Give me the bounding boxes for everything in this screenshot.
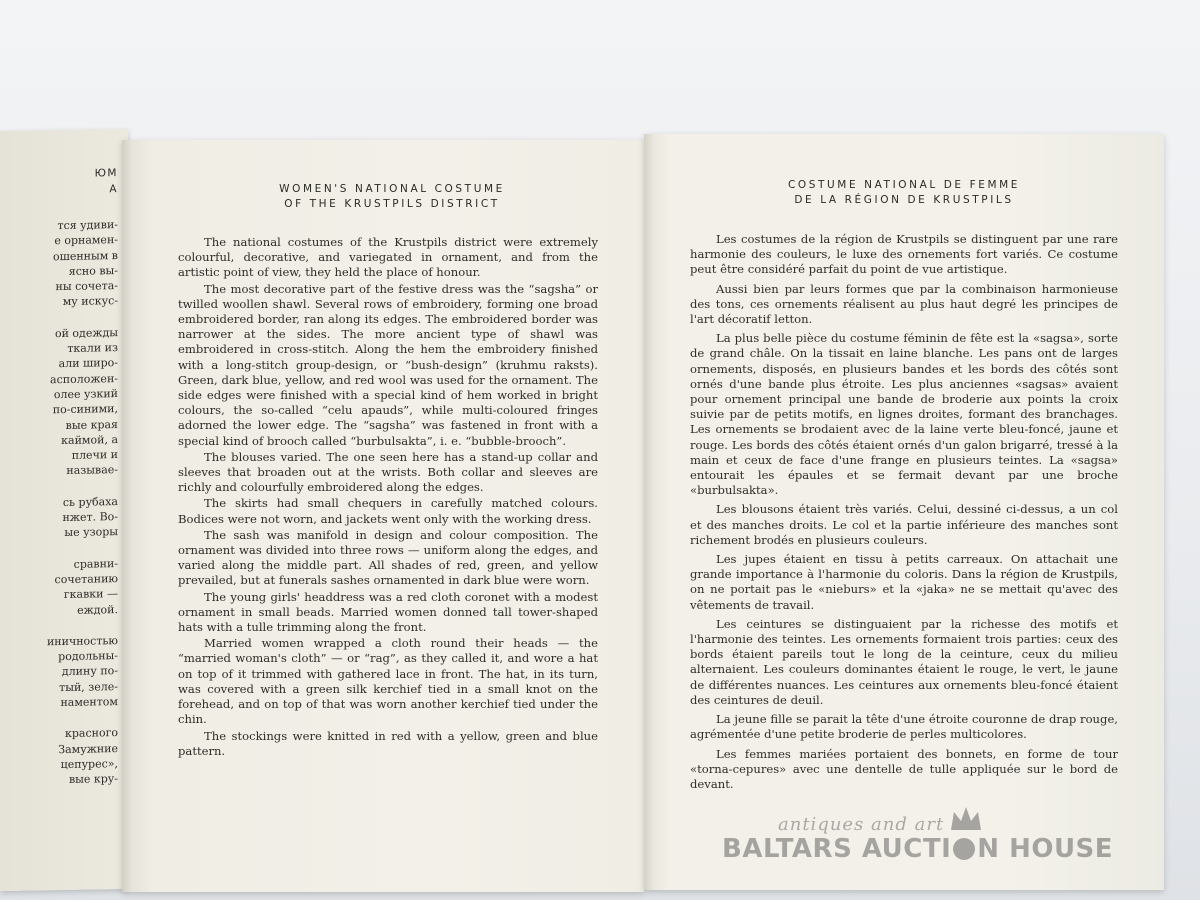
english-paragraph: The young girls' headdress was a red cloth coronet with a modest ornament in small beads. Married women donned tall tower-shaped hats with a tulle trimming along the front. bbox=[178, 589, 598, 635]
french-text bbox=[690, 232, 1118, 796]
english-paragraph: The skirts had small chequers in carefully matched colours. Bodices were not worn, and jackets went only with the working dress. bbox=[178, 496, 598, 526]
russian-line: ткали из bbox=[67, 341, 118, 356]
french-paragraph: Les ceintures se distinguaient par la richesse des motifs et l'harmonie des teintes. Les ornements formaient trois parties: ceux des bords étaient pareils tout le long de la ceinture, ceux du milieu alternaient. Les couleurs dominantes étaient le rouge, le vert, le jaune de différentes nuances. Les ceintures aux ornements bleu-foncé étaient des ceintures de deuil. bbox=[690, 616, 1118, 707]
russian-line: асположен- bbox=[50, 371, 118, 386]
russian-title-line-2: А bbox=[109, 183, 118, 196]
english-paragraph: The blouses varied. The one seen here has a stand-up collar and sleeves that broaden out at the wrists. Both collar and sleeves are richly and colourfully embroidered along the edges. bbox=[178, 449, 598, 495]
russian-line: сравни- bbox=[73, 556, 118, 571]
english-title bbox=[182, 182, 602, 212]
english-paragraph: The national costumes of the Krustpils district were extremely colourful, decorative, and variegated in ornament, and from the artistic point of view, they held the place of honour. bbox=[178, 235, 598, 280]
french-title-line-1: COSTUME NATIONAL DE FEMME bbox=[787, 179, 1021, 191]
english-title-line-1: WOMEN'S NATIONAL COSTUME bbox=[279, 183, 505, 195]
russian-line: тся удиви- bbox=[57, 218, 118, 233]
russian-line: ошенным в bbox=[52, 248, 118, 263]
watermark-brand bbox=[722, 834, 1113, 864]
russian-line: олее узкий bbox=[53, 387, 118, 402]
french-paragraph: Les costumes de la région de Krustpils se distinguent par une rare harmonie des couleurs, le luxe des ornements fort variés. Ce costume peut être considéré parfait du point de vue artistique. bbox=[690, 232, 1118, 277]
english-page bbox=[122, 140, 644, 892]
crown-icon bbox=[948, 804, 984, 834]
russian-line: му искус- bbox=[62, 294, 118, 309]
english-paragraph: The sash was manifold in design and colour composition. The ornament was divided into three rows — uniform along the edges, and varied along the middle part. All shades of red, green, and yellow prevailed, but at funerals sashes ornamented in dark blue were worn. bbox=[178, 527, 598, 588]
russian-line: по-синими, bbox=[52, 402, 118, 417]
fold-shadow bbox=[644, 134, 654, 890]
russian-line: ой одежды bbox=[54, 325, 118, 340]
russian-line: еждой. bbox=[77, 602, 118, 617]
russian-line: каймой, а bbox=[61, 432, 118, 447]
russian-line: иничностью bbox=[46, 633, 118, 649]
russian-line: сь рубаха bbox=[62, 494, 118, 509]
russian-line: цепурес», bbox=[60, 756, 118, 771]
english-title-line-2: OF THE KRUSTPILS DISTRICT bbox=[284, 198, 500, 210]
russian-line: плечи и bbox=[71, 448, 118, 463]
russian-title-line-1: ЮМ bbox=[94, 167, 118, 180]
english-paragraph: Married women wrapped a cloth round their heads — the “married woman's cloth” — or “rag”, as they called it, and wore a hat on top of it trimmed with gathered lace in front. The hat, in its turn, was covered with a green silk kerchief tied in a small knot on the forehead, and on top of that was worn another kerchief tied under the chin. bbox=[178, 636, 598, 727]
french-paragraph: Les femmes mariées portaient des bonnets, en forme de tour «torna-cepures» avec une dentelle de tulle appliquée sur le bord de devant. bbox=[690, 746, 1118, 791]
watermark-brand-right: N HOUSE bbox=[977, 834, 1114, 864]
russian-page bbox=[0, 129, 128, 891]
russian-line: вые края bbox=[65, 417, 118, 432]
auction-house-watermark bbox=[720, 812, 1120, 872]
russian-line: сочетанию bbox=[54, 571, 118, 587]
russian-line: длину по- bbox=[61, 664, 118, 679]
russian-line: ясно вы- bbox=[68, 263, 118, 278]
english-text bbox=[178, 235, 598, 760]
russian-text bbox=[0, 217, 118, 789]
russian-line: родольны- bbox=[58, 649, 118, 664]
french-page bbox=[644, 134, 1164, 890]
watermark-o-mark bbox=[953, 838, 975, 860]
french-paragraph: Les blousons étaient très variés. Celui, dessiné ci-dessus, a un col et des manches droits. Le col et la partie inférieure des manches sont richement brodés en plusieurs couleurs. bbox=[690, 502, 1118, 547]
russian-line: Замужние bbox=[58, 741, 118, 756]
fold-shadow bbox=[122, 140, 132, 892]
russian-line: гкавки — bbox=[63, 587, 118, 602]
french-title-line-2: DE LA RÉGION DE KRUSTPILS bbox=[794, 194, 1014, 206]
watermark-brand-left: BALTARS AUCTI bbox=[722, 834, 952, 864]
russian-line: нжет. Во- bbox=[62, 510, 118, 525]
russian-line: наментом bbox=[60, 695, 118, 710]
french-title bbox=[694, 178, 1114, 208]
english-paragraph: The most decorative part of the festive dress was the “sagsha” or twilled woollen shawl. Several rows of embroidery, forming one broad embroidered border, ran along its edges. The embroidered border was narrower at the sides. The more ancient type of shawl was embroidered in cross-stitch. Along the hem the embroidery finished with a long-stitch group-design, or “bush-design” (kruhmu raksts). Green, dark blue, yellow, and red wool was used for the ornament. The side edges were finished with a special kind of hem worked in bright colours, the so-called “celu apauds”, while multi-coloured fringes adorned the lower edge. The “sagsha” was fastened in front with a special kind of brooch called “burbulsakta”, i. e. “bubble-brooch”. bbox=[178, 281, 598, 448]
watermark-subtitle: antiques and art bbox=[778, 814, 945, 835]
english-paragraph: The stockings were knitted in red with a yellow, green and blue pattern. bbox=[178, 728, 598, 758]
french-paragraph: La plus belle pièce du costume féminin de fête est la «sagsa», sorte de grand châle. On la tissait en laine blanche. Les pans ont de larges ornements, disposés, en plusieurs bandes et les bords des côtés sont ornés d'une bande plus étroite. Les plus anciennes «sagsas» avaient pour ornement principal une bande de broderie aux points la croix suivie par de petits motifs, en lignes droites, formant des branchages. Les ornements se brodaient avec de la laine verte bleu-foncé, jaune et rouge. Les bords des côtés étaient ornés d'un galon brigarré, tressé à la main et ceux de face d'une frange en plusieurs teintes. La «sagsa» entourait les épaules et se fermait devant par une broche «burbulsakta». bbox=[690, 331, 1118, 498]
russian-line: ые узоры bbox=[64, 525, 118, 540]
russian-line: тый, зеле- bbox=[59, 679, 118, 694]
french-paragraph: Les jupes étaient en tissu à petits carreaux. On attachait une grande importance à l'harmonie du coloris. Dans la région de Krustpils, on ne portait pas le «nieburs» et la «jaka» ne se mettait qu'avec des vêtements de travail. bbox=[690, 552, 1118, 612]
russian-line: ны сочета- bbox=[55, 279, 118, 294]
russian-line: вые кру- bbox=[68, 772, 118, 787]
russian-line: е орнамен- bbox=[54, 233, 118, 248]
french-paragraph: Aussi bien par leurs formes que par la combinaison harmonieuse des tons, ces ornements réalisent au plus haut degré les principes de l'art décoratif letton. bbox=[690, 281, 1118, 327]
russian-line: красного bbox=[65, 726, 118, 741]
russian-title bbox=[8, 165, 118, 199]
french-paragraph: La jeune fille se parait la tête d'une étroite couronne de drap rouge, agrémentée d'une petite broderie de perles multicolores. bbox=[690, 712, 1118, 742]
russian-line: называе- bbox=[66, 463, 118, 478]
russian-line: али шиpo- bbox=[58, 356, 118, 371]
